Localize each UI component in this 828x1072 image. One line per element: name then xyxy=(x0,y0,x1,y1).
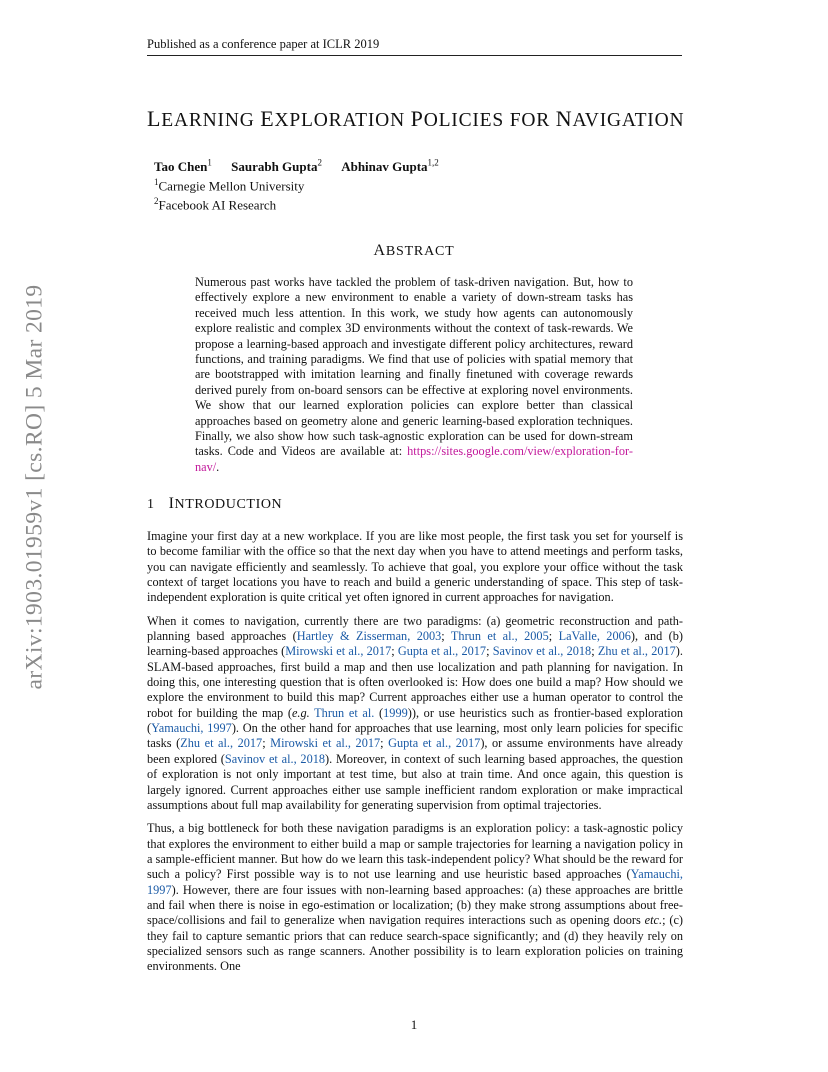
citation[interactable]: Zhu et al., 2017 xyxy=(180,736,263,751)
citation[interactable]: Gupta et al., 2017 xyxy=(388,736,481,751)
citation[interactable]: Savinov et al., 2018 xyxy=(492,644,592,659)
body-text xyxy=(147,529,683,983)
abstract-text: Numerous past works have tackled the problem of task-driven navigation. But, how to effectively explore a new environment to enable a variety of down-stream tasks has received much less attention. In this work, we study how agents can autonomously explore realistic and complex 3D environments without the context of task-rewards. We propose a learning-based approach and investigate different policy architectures, reward functions, and training paradigms. We find that use of policies with spatial memory that are bootstrapped with imitation learning and finally finetuned with coverage rewards derived purely from on-board sensors can be effective at exploring novel environments. We show that our learned exploration policies can explore better than classical approaches based on geometry alone and generic learning-based exploration techniques. Finally, we also show how such task-agnostic exploration can be used for down-stream tasks. Code and Videos are available at: https://sites.google.com/view/exploration-for-nav/. xyxy=(195,275,633,474)
citation[interactable]: Mirowski et al., 2017 xyxy=(285,644,392,659)
paper-title: LEARNING EXPLORATION POLICIES FOR NAVIGATION xyxy=(147,106,685,131)
paragraph-2: When it comes to navigation, currently there are two paradigms: (a) geometric reconstruction and path-planning based approaches (Hartley & Zisserman, 2003; Thrun et al., 2005; LaValle, 2006), and (b) learning-based approaches (Mirowski et al., 2017; Gupta et al., 2017; Savinov et al., 2018; Zhu et al., 2017). SLAM-based approaches, first build a map and then use localization and path planning for navigation. In doing this, one interesting question that is often overlooked is: How does one build a map? How should we explore the environment to build this map? Current approaches either use a human operator to control the robot for building the map (e.g. Thrun et al. (1999)), or use heuristics such as frontier-based exploration (Yamauchi, 1997). On the other hand for approaches that use learning, most only learn policies for specific tasks (Zhu et al., 2017; Mirowski et al., 2017; Gupta et al., 2017), or assume environments have already been explored (Savinov et al., 2018). Moreover, in context of such learning based approaches, the question of exploration is not only important at test time, but also at train time. And once again, this question is largely ignored. Current approaches either use sample inefficient random exploration or make impractical assumptions about full map availability for generating supervision from optimal trajectories. xyxy=(147,613,684,812)
paragraph-3: Thus, a big bottleneck for both these navigation paradigms is an exploration policy: a task-agnostic policy that explores the environment to either build a map or sample trajectories for learning a navigation policy in a sample-efficient manner. But how do we learn this task-independent policy? What should be the reward for such a policy? First possible way is to not use learning and use heuristic based approaches (Yamauchi, 1997). However, there are four issues with non-learning based approaches: (a) these approaches are brittle and fail when there is noise in ego-estimation or localization; (b) they make strong assumptions about free-space/collisions and fail to generalize when navigation requires interactions such as opening doors etc.; (c) they fail to capture semantic priors that can reduce search-space significantly; and (d) they heavily rely on specialized sensors such as range scanners. Another possibility is to learn exploration policies on training environments. One xyxy=(147,821,684,974)
citation[interactable]: Zhu et al., 2017 xyxy=(597,644,676,659)
author-2: Saurabh Gupta$^2$ xyxy=(231,158,322,175)
abstract-heading: ABSTRACT xyxy=(373,242,455,259)
author-1: Tao Chen$^1$ xyxy=(154,158,212,175)
citation[interactable]: Gupta et al., 2017 xyxy=(397,644,487,659)
citation[interactable]: 1999 xyxy=(383,705,408,720)
section-heading-introduction: 1 INTRODUCTION xyxy=(147,495,283,512)
arxiv-stamp xyxy=(5,284,65,690)
project-link[interactable]: https://sites.google.com/view/exploration-for-nav/ xyxy=(195,444,633,474)
citation[interactable]: Mirowski et al., 2017 xyxy=(270,736,381,751)
affiliation-2: $^2$Facebook AI Research xyxy=(154,195,277,212)
citation[interactable]: Thrun et al. xyxy=(314,705,375,720)
page-number: 1 xyxy=(410,1017,418,1032)
citation[interactable]: Savinov et al., 2018 xyxy=(224,751,326,766)
citation[interactable]: Thrun et al., 2005 xyxy=(450,629,549,644)
affiliation-1: $^1$Carnegie Mellon University xyxy=(154,176,305,194)
citation[interactable]: Yamauchi, 1997 xyxy=(151,721,232,736)
citation[interactable]: Yamauchi, 1997 xyxy=(147,867,683,897)
citation[interactable]: LaValle, 2006 xyxy=(558,629,631,644)
author-3: Abhinav Gupta$^{1,2}$ xyxy=(341,158,439,175)
arxiv-stamp-text: arXiv:1903.01959v1 [cs.RO] 5 Mar 2019 xyxy=(21,284,48,690)
author-names xyxy=(154,156,455,175)
author-block xyxy=(154,156,455,212)
citation[interactable]: Hartley & Zisserman, 2003 xyxy=(296,629,442,644)
running-header: Published as a conference paper at ICLR 2019 xyxy=(147,37,682,56)
paragraph-1: Imagine your first day at a new workplace. If you are like most people, the first task you set for yourself is to become familiar with the office so that the next day when you have to attend meetings and perform tasks, you can navigate efficiently and seamlessly. To achieve that goal, you explore your office without the task context of target locations you have to reach and build a generic understanding of space. This step of task-independent exploration is quite critical yet often ignored in current approaches for navigation. xyxy=(147,529,683,605)
